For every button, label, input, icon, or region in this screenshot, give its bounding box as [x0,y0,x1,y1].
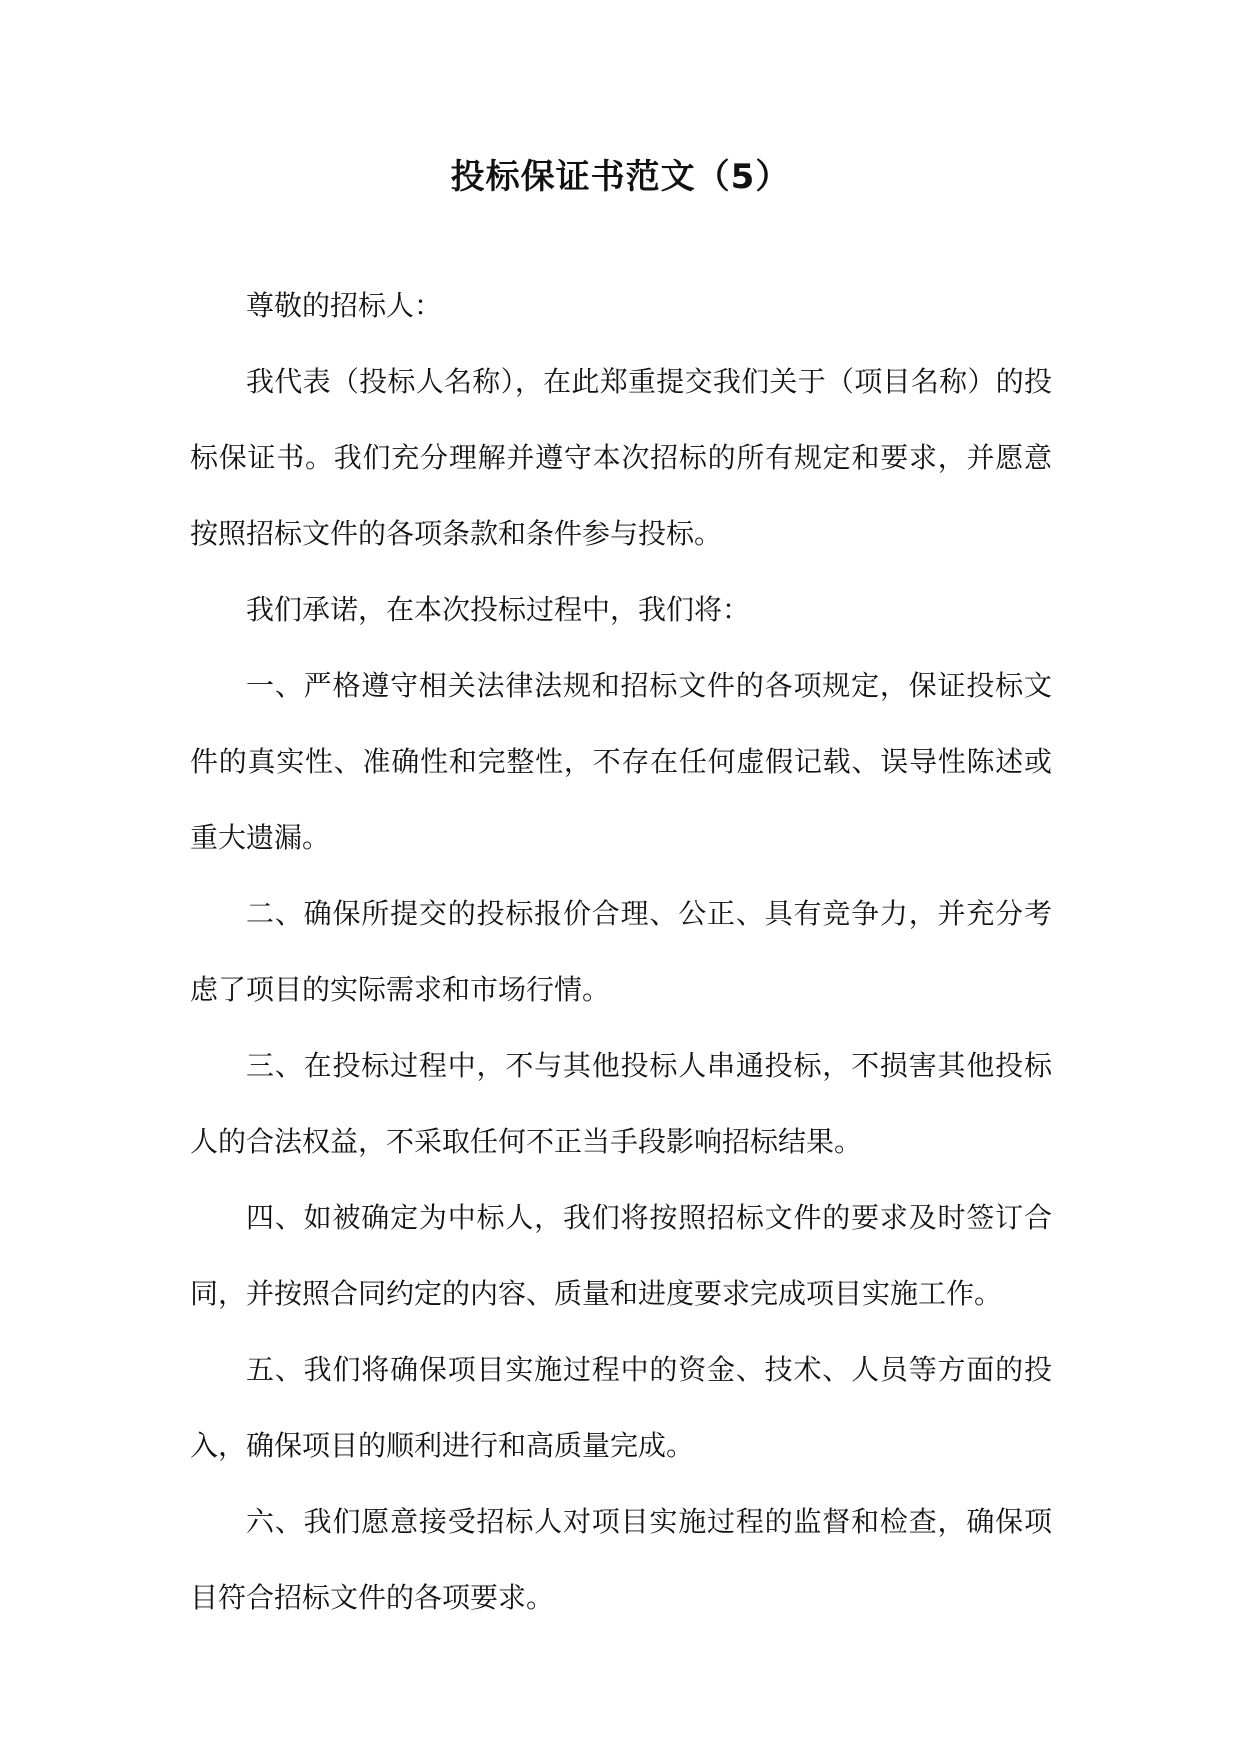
paragraph-item-1: 一、严格遵守相关法律法规和招标文件的各项规定，保证投标文件的真实性、准确性和完整性，不存在任何虚假记载、误导性陈述或重大遗漏。 [190,669,1052,854]
paragraph-commitment: 我们承诺，在本次投标过程中，我们将： [246,593,751,626]
paragraph-intro: 我代表（投标人名称），在此郑重提交我们关于（项目名称）的投标保证书。我们充分理解并遵守本次招标的所有规定和要求，并愿意按照招标文件的各项条款和条件参与投标。 [190,365,1052,550]
document-title: 投标保证书范文（5） [450,157,791,197]
paragraph-item-2: 二、确保所提交的投标报价合理、公正、具有竞争力，并充分考虑了项目的实际需求和市场行情。 [190,897,1052,1006]
paragraph-item-4: 四、如被确定为中标人，我们将按照招标文件的要求及时签订合同，并按照合同约定的内容、质量和进度要求完成项目实施工作。 [190,1201,1052,1310]
paragraph-item-3: 三、在投标过程中，不与其他投标人串通投标，不损害其他投标人的合法权益，不采取任何不正当手段影响招标结果。 [190,1049,1052,1158]
document-body [190,268,1052,1636]
salutation: 尊敬的招标人： [246,289,443,322]
paragraph-item-5: 五、我们将确保项目实施过程中的资金、技术、人员等方面的投入，确保项目的顺利进行和高质量完成。 [190,1353,1052,1462]
paragraph-item-6: 六、我们愿意接受招标人对项目实施过程的监督和检查，确保项目符合招标文件的各项要求。 [190,1505,1052,1614]
